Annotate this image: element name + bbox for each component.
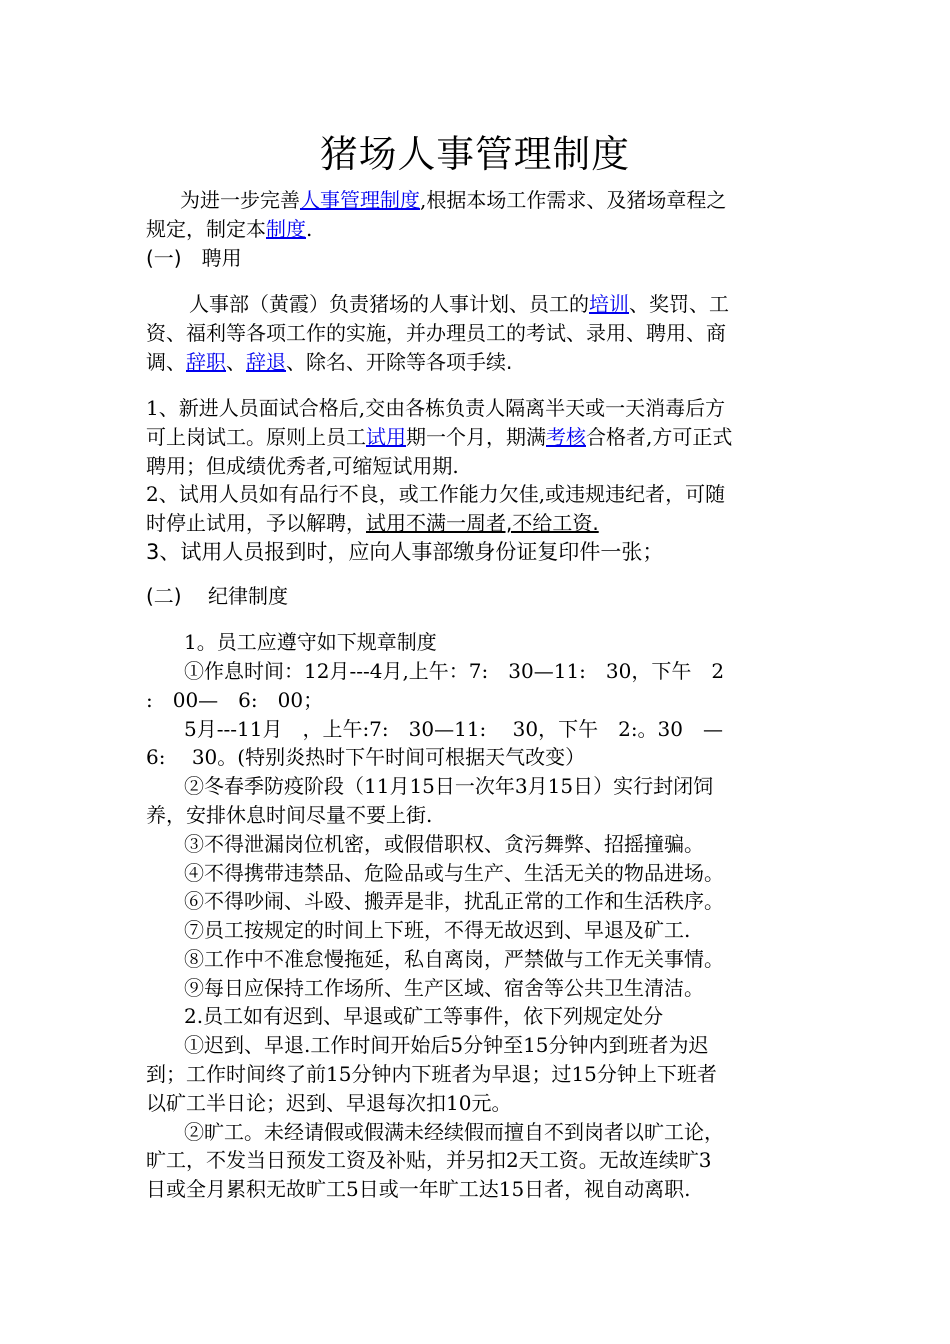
training-link[interactable]: 培训 — [589, 292, 629, 316]
discipline-line: ③不得泄漏岗位机密，或假借职权、贪污舞弊、招摇撞骗。 — [184, 832, 704, 856]
discipline-line: ①迟到、早退.工作时间开始后5分钟至15分钟内到班者为迟 — [184, 1033, 709, 1057]
intro-text: 为进一步完善 — [180, 188, 300, 212]
discipline-line: : 00— 6: 00； — [146, 688, 324, 712]
item3-line: 3、试用人员报到时，应向人事部缴身份证复印件一张； — [146, 540, 664, 564]
discipline-line: ②旷工。未经请假或假满未经续假而擅自不到岗者以旷工论， — [184, 1120, 724, 1144]
hr-policy-link[interactable]: 人事管理制度 — [300, 188, 420, 212]
policy-link[interactable]: 制度 — [266, 217, 306, 241]
discipline-line: 5月---11月 ，上午:7: 30—11: 30，下午 2:。30 — — [184, 717, 724, 741]
intro-text: 规定，制定本 — [146, 217, 266, 241]
hr-para-text: 、 — [226, 350, 246, 374]
intro-line-2 — [146, 219, 312, 239]
discipline-line: 6: 30。(特别炎热时下午时间可根据天气改变） — [146, 745, 586, 769]
section-heading-hiring: (一) 聘用 — [146, 246, 242, 270]
discipline-line: ⑦员工按规定的时间上下班，不得无故迟到、早退及矿工. — [184, 918, 691, 942]
discipline-line: 到；工作时间终了前15分钟内下班者为早退；过15分钟上下班者 — [146, 1062, 717, 1086]
discipline-line: 2.员工如有迟到、早退或矿工等事件，依下列规定处分 — [184, 1004, 664, 1028]
hr-para-line-3 — [146, 352, 512, 372]
section-heading-discipline: (二) 纪律制度 — [146, 584, 288, 608]
item1-line-2 — [146, 427, 732, 447]
item2-line-2 — [146, 513, 599, 533]
discipline-line: ⑧工作中不准怠慢拖延，私自离岗，严禁做与工作无关事情。 — [184, 947, 724, 971]
discipline-line: 以矿工半日论；迟到、早退每次扣10元。 — [146, 1091, 512, 1115]
hr-para-line-2: 资、福利等各项工作的实施，并办理员工的考试、录用、聘用、商 — [146, 321, 726, 345]
discipline-line: 日或全月累积无故旷工5日或一年旷工达15日者，视自动离职. — [146, 1177, 691, 1201]
assessment-link[interactable]: 考核 — [546, 425, 586, 449]
item1-text: 可上岗试工。原则上员工 — [146, 425, 366, 449]
hr-para-text: 、除名、开除等各项手续. — [286, 350, 513, 374]
hr-para-text: 、奖罚、工 — [629, 292, 729, 316]
intro-text: . — [306, 217, 313, 241]
intro-text: ,根据本场工作需求、及猪场章程之 — [420, 188, 727, 212]
item1-line-3: 聘用；但成绩优秀者,可缩短试用期. — [146, 454, 459, 478]
item2-text: 时停止试用，予以解聘， — [146, 511, 366, 535]
discipline-line: ④不得携带违禁品、危险品或与生产、生活无关的物品进场。 — [184, 861, 724, 885]
discipline-line: ②冬春季防疫阶段（11月15日一次年3月15日）实行封闭饲 — [184, 774, 714, 798]
item1-line-1: 1、新进人员面试合格后,交由各栋负责人隔离半天或一天消毒后方 — [146, 396, 726, 420]
discipline-line: 1。员工应遵守如下规章制度 — [184, 630, 437, 654]
discipline-line: ⑥不得吵闹、斗殴、搬弄是非，扰乱正常的工作和生活秩序。 — [184, 889, 724, 913]
hr-para-text: 人事部（黄霞）负责猪场的人事计划、员工的 — [189, 292, 589, 316]
hr-para-line-1 — [189, 294, 729, 314]
hr-para-text: 调、 — [146, 350, 186, 374]
discipline-line: ⑨每日应保持工作场所、生产区域、宿舍等公共卫生清洁。 — [184, 976, 704, 1000]
document-title: 猪场人事管理制度 — [320, 132, 630, 176]
item2-line-1: 2、试用人员如有品行不良，或工作能力欠佳,或违规违纪者，可随 — [146, 482, 726, 506]
item1-text: 期一个月，期满 — [406, 425, 546, 449]
discipline-line: ①作息时间：12月---4月,上午：7: 30—11: 30，下午 2 — [184, 659, 725, 683]
probation-link[interactable]: 试用 — [366, 425, 406, 449]
discipline-line: 养，安排休息时间尽量不要上街. — [146, 803, 433, 827]
item2-underlined-note: 试用不满一周者,不给工资. — [366, 511, 599, 535]
intro-line-1 — [180, 190, 726, 210]
item1-text: 合格者,方可正式 — [586, 425, 733, 449]
discipline-line: 旷工，不发当日预发工资及补贴，并另扣2天工资。无故连续旷3 — [146, 1148, 712, 1172]
dismissal-link[interactable]: 辞退 — [246, 350, 286, 374]
resignation-link[interactable]: 辞职 — [186, 350, 226, 374]
